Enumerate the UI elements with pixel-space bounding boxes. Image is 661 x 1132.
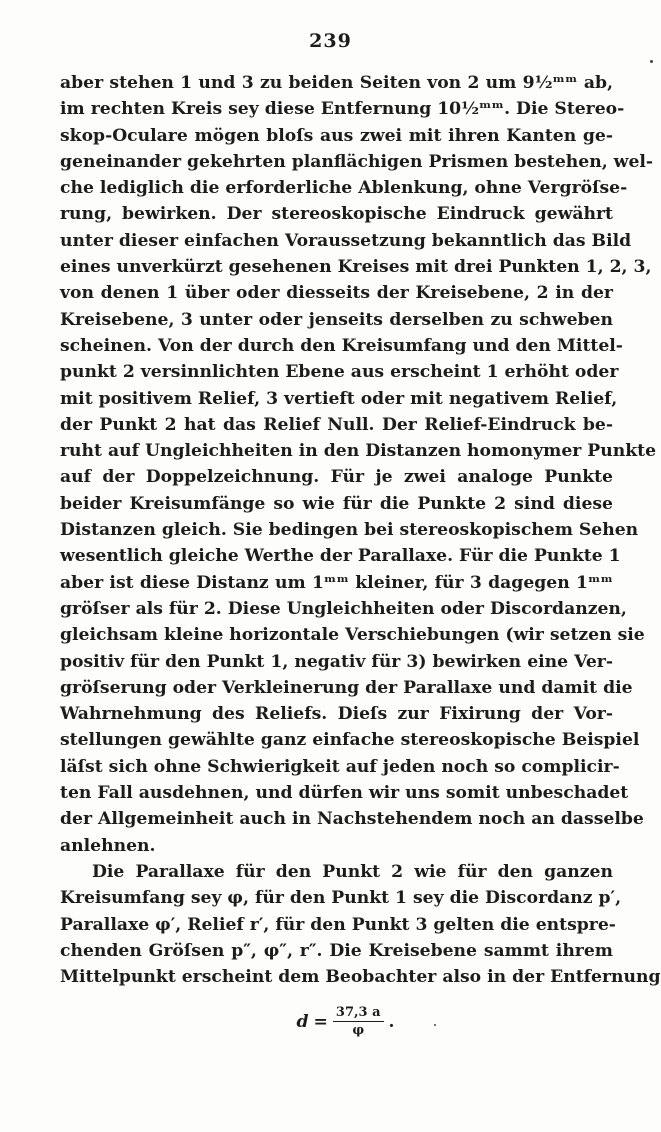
formula-fraction — [333, 1005, 384, 1038]
text-line: positiv für den Punkt 1, negativ für 3) bewirken eine Ver- — [60, 651, 613, 672]
text-line: Kreisebene, 3 unter oder jenseits derselben zu schweben — [60, 309, 613, 330]
text-line: mit positivem Relief, 3 vertieft oder mit negativem Relief, — [60, 388, 618, 409]
text-line: von denen 1 über oder diesseits der Kreisebene, 2 in der — [60, 283, 613, 304]
text-line: che lediglich die erforderliche Ablenkung, ohne Vergröſse- — [60, 178, 628, 199]
text-line: rung, bewirken. Der stereoskopische Eindruck gewährt — [60, 204, 613, 225]
text-line: eines unverkürzt gesehenen Kreises mit drei Punkten 1, 2, 3, — [60, 257, 652, 278]
distance-formula — [0, 1005, 661, 1038]
text-line: aber ist diese Distanz um 1ᵐᵐ kleiner, für 3 dagegen 1ᵐᵐ — [60, 572, 613, 593]
text-line: skop-Oculare mögen bloſs aus zwei mit ihren Kanten ge- — [60, 125, 613, 146]
text-line: Parallaxe φ′, Relief r′, für den Punkt 3 gelten die entspre- — [60, 914, 616, 935]
text-line: wesentlich gleiche Werthe der Parallaxe. Für die Punkte 1 — [60, 546, 621, 567]
formula-lhs: d — [296, 1011, 309, 1032]
text-line: der Punkt 2 hat das Relief Null. Der Relief-Eindruck be- — [60, 414, 613, 435]
text-line: Distanzen gleich. Sie bedingen bei stereoskopischem Sehen — [60, 520, 639, 541]
text-line: gröſser als für 2. Diese Ungleichheiten oder Discordanzen, — [60, 598, 627, 619]
formula-end: . — [388, 1011, 395, 1032]
text-line: beider Kreisumfänge so wie für die Punkte 2 sind diese — [60, 493, 613, 514]
page-number: 239 — [309, 30, 352, 52]
text-line: ten Fall ausdehnen, und dürfen wir uns somit unbeschadet — [60, 783, 629, 804]
text-line: läſst sich ohne Schwierigkeit auf jeden noch so complicir- — [60, 756, 620, 777]
text-line: im rechten Kreis sey diese Entfernung 10½ᵐᵐ. Die Stereo- — [60, 99, 625, 120]
text-line: anlehnen. — [60, 835, 156, 856]
text-line: chenden Gröſsen p″, φ″, r″. Die Kreisebene sammt ihrem — [60, 940, 613, 961]
ink-speck — [650, 60, 653, 63]
text-line: auf der Doppelzeichnung. Für je zwei analoge Punkte — [60, 467, 613, 488]
formula-equals: = — [313, 1011, 328, 1032]
text-line: gröſserung oder Verkleinerung der Parallaxe und damit die — [60, 677, 633, 698]
text-line: punkt 2 versinnlichten Ebene aus erscheint 1 erhöht oder — [60, 362, 619, 383]
text-line: der Allgemeinheit auch in Nachstehendem noch an dasselbe — [60, 809, 644, 830]
text-line: gleichsam kleine horizontale Verschiebungen (wir setzen sie — [60, 625, 645, 646]
formula-numerator: 37,3 a — [333, 1005, 384, 1022]
body-text — [60, 70, 661, 990]
text-line: aber stehen 1 und 3 zu beiden Seiten von 2 um 9½ᵐᵐ ab, — [60, 73, 613, 93]
text-line: ruht auf Ungleichheiten in den Distanzen homonymer Punkte — [60, 441, 657, 462]
text-line: stellungen gewählte ganz einfache stereoskopische Beispiel — [60, 730, 640, 751]
text-line: Kreisumfang sey φ, für den Punkt 1 sey die Discordanz p′, — [60, 888, 622, 909]
text-line: Wahrnehmung des Reliefs. Dieſs zur Fixirung der Vor- — [60, 704, 613, 725]
text-line: unter dieser einfachen Voraussetzung bekanntlich das Bild — [60, 230, 632, 251]
paragraph-start-line: Die Parallaxe für den Punkt 2 wie für den ganzen — [92, 861, 613, 882]
text-line: scheinen. Von der durch den Kreisumfang und den Mittel- — [60, 335, 623, 356]
text-line: geneinander gekehrten planflächigen Prismen bestehen, wel- — [60, 151, 654, 172]
formula-denominator: φ — [352, 1023, 365, 1038]
ink-speck — [434, 1024, 436, 1026]
text-line: Mittelpunkt erscheint dem Beobachter also in der Entfernung — [60, 967, 661, 988]
